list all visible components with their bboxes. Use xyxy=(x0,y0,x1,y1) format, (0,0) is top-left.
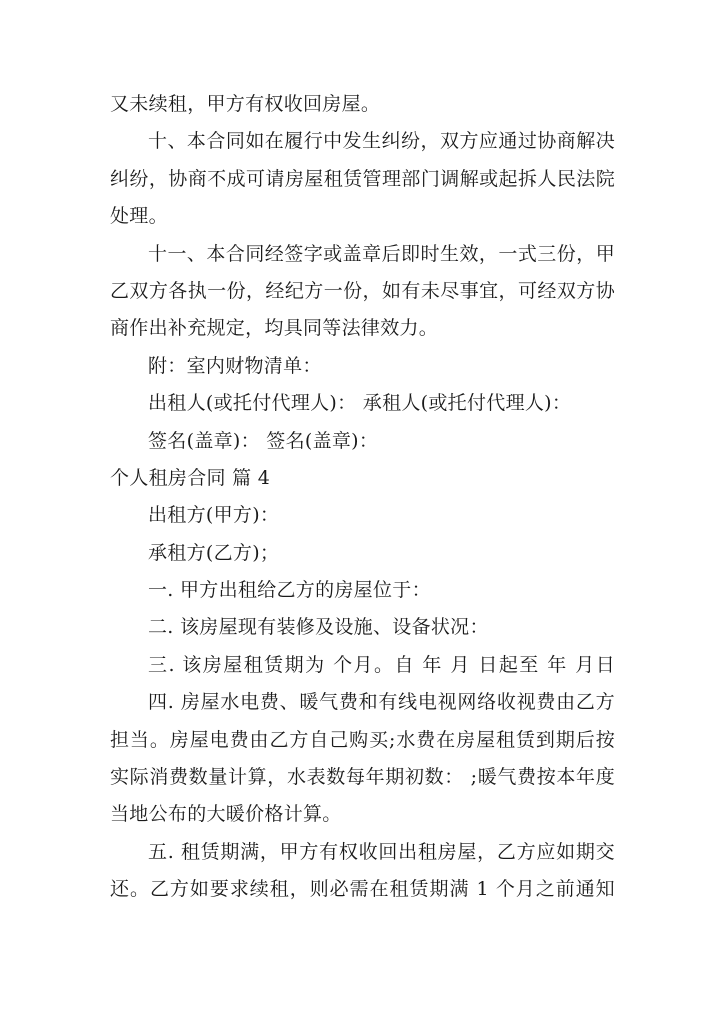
text-line: 承租方(乙方)； xyxy=(148,541,280,564)
text-line: 三. 该房屋租赁期为 个月。自 年 月 日起至 年 月日 xyxy=(148,653,615,676)
text-line: 商作出补充规定，均具同等法律效力。 xyxy=(110,317,439,340)
text-line: 担当。房屋电费由乙方自己购买;水费在房屋租赁到期后按 xyxy=(110,728,615,751)
text-line: 四. 房屋水电费、暖气费和有线电视网络收视费由乙方 xyxy=(148,691,615,714)
text-line: 处理。 xyxy=(110,205,168,228)
text-line: 出租方(甲方)： xyxy=(148,504,280,527)
text-line: 十、本合同如在履行中发生纠纷，双方应通过协商解决 xyxy=(148,130,615,153)
text-line: 二. 该房屋现有装修及设施、设备状况： xyxy=(148,616,489,639)
text-line: 签名(盖章)： 签名(盖章)： xyxy=(148,429,379,452)
text-line: 还。乙方如要求续租，则必需在租赁期满 1 个月之前通知 xyxy=(110,878,615,901)
document-page xyxy=(110,86,615,909)
text-line: 出租人(或托付代理人)： 承租人(或托付代理人)： xyxy=(148,392,572,415)
text-line: 一. 甲方出租给乙方的房屋位于： xyxy=(148,579,431,602)
text-line: 五. 租赁期满，甲方有权收回出租房屋，乙方应如期交 xyxy=(148,840,615,863)
text-line: 纠纷，协商不成可请房屋租赁管理部门调解或起拆人民法院 xyxy=(110,167,615,190)
text-line: 十一、本合同经签字或盖章后即时生效，一式三份，甲 xyxy=(148,242,615,265)
text-line: 又未续租，甲方有权收回房屋。 xyxy=(110,93,381,115)
text-line: 附：室内财物清单： xyxy=(148,354,322,377)
text-line: 当地公布的大暖价格计算。 xyxy=(110,803,342,826)
text-line: 乙双方各执一份，经纪方一份，如有未尽事宜，可经双方协 xyxy=(110,279,615,302)
text-line: 实际消费数量计算，水表数每年期初数： ;暖气费按本年度 xyxy=(110,766,615,789)
section-heading: 个人租房合同 篇 4 xyxy=(110,466,271,489)
